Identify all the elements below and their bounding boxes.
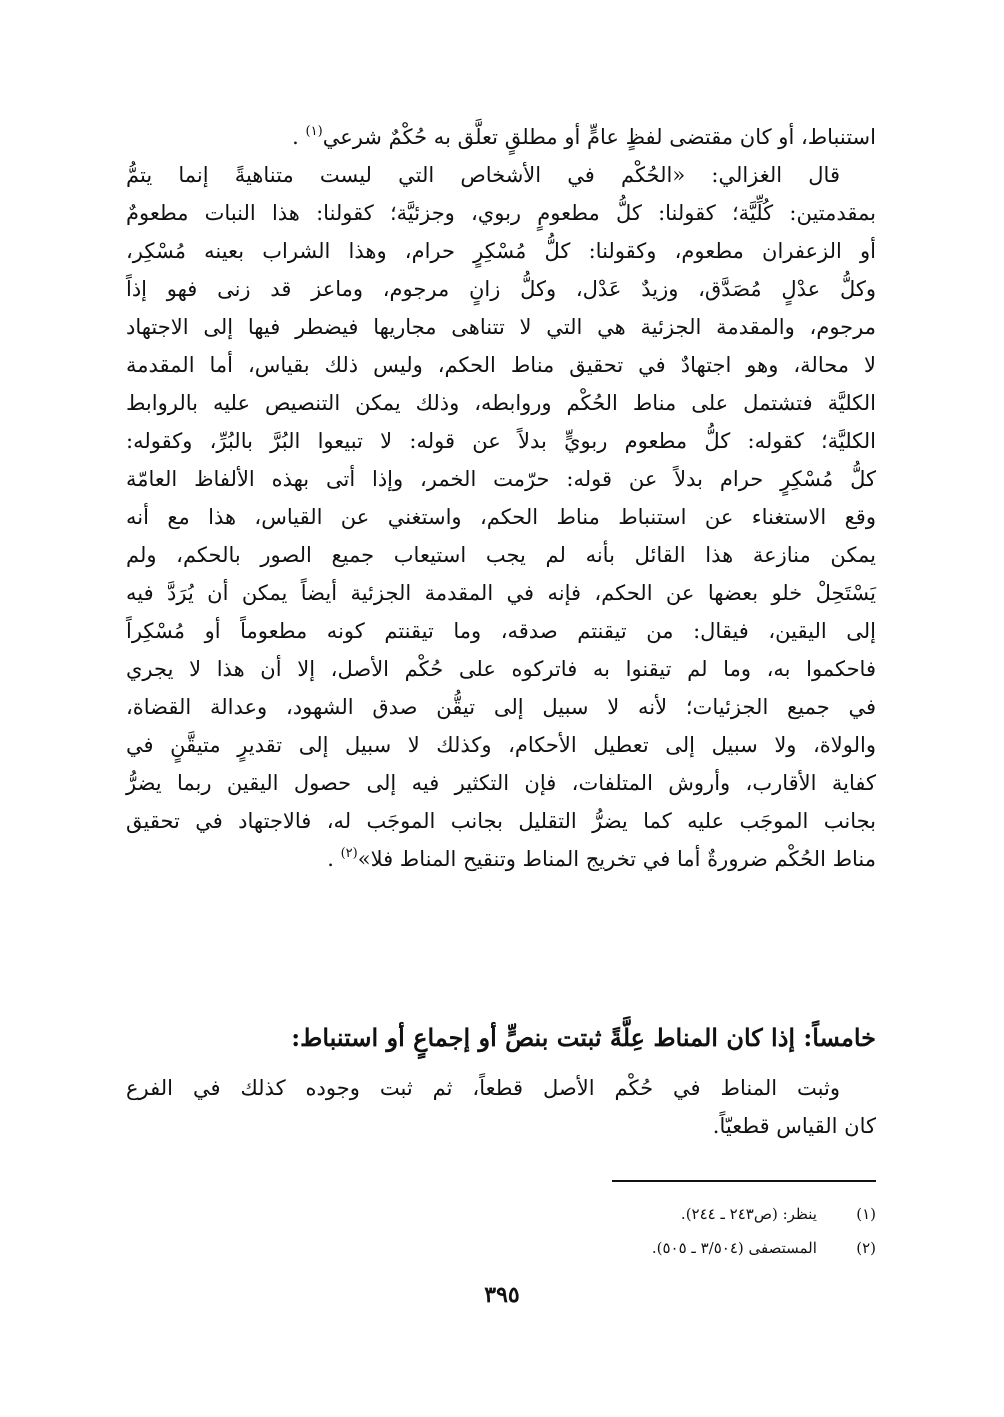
footnote-separator	[612, 1180, 876, 1182]
body-line: مرجوم، والمقدمة الجزئية هي التي لا تتناهى مجاريها فيضطر فيها إلى الاجتهاد	[126, 315, 876, 339]
body-line: وكلُّ عدْلٍ مُصَدَّق، وزيدٌ عَدْل، وكلُّ زانٍ مرجوم، وماعز قد زنى فهو إذاً	[126, 277, 876, 301]
footnote-number: (١)	[856, 1205, 876, 1223]
body-line: فاحكموا به، وما لم تيقنوا به فاتركوه على حُكْم الأصل، إلا أن هذا لا يجري	[126, 657, 876, 681]
body-line: مناط الحُكْم ضرورةٌ أما في تخريج المناط وتنقيح المناط فلا»$^{(٢)}$ .	[327, 846, 876, 871]
footnote-number: (٢)	[856, 1239, 876, 1257]
body-line: والولاة، ولا سبيل إلى تعطيل الأحكام، وكذلك لا سبيل إلى تقديرٍ متيقَّنٍ في	[126, 733, 876, 757]
body-line: الكليَّة؛ كقوله: كلُّ مطعوم ربويٍّ بدلاً عن قوله: لا تبيعوا البُرَّ بالبُرِّ، وكقوله:	[126, 429, 876, 453]
body-line: وقع الاستغناء عن استنباط مناط الحكم، واستغني عن القياس، هذا مع أنه	[126, 505, 876, 529]
section-heading: خامساً: إذا كان المناط عِلَّةً ثبتت بنصٍّ أو إجماعٍ أو استنباط:	[291, 1023, 876, 1052]
body-line: كفاية الأقارب، وأروش المتلفات، فإن التكثير فيه إلى حصول اليقين ربما يضرُّ	[126, 771, 876, 795]
body-line: استنباط، أو كان مقتضى لفظٍ عامٍّ أو مطلقٍ تعلَّق به حُكْمٌ شرعي$^{(١)}$ .	[292, 124, 876, 149]
body-line: الكليَّة فتشتمل على مناط الحُكْم وروابطه، وذلك يمكن التنصيص عليه بالروابط	[126, 391, 876, 415]
section-paragraph	[126, 1069, 876, 1145]
main-paragraphs	[126, 118, 876, 878]
footnote-ref[interactable]: (٢)	[340, 846, 358, 861]
body-line: بجانب الموجَب عليه كما يضرُّ التقليل بجانب الموجَب له، فالاجتهاد في تحقيق	[126, 809, 876, 833]
footnotes	[126, 1197, 876, 1265]
body-line: يَسْتَحِلْ خلو بعضها عن الحكم، فإنه في المقدمة الجزئية أيضاً يمكن أن يُرَدَّ فيه	[126, 581, 876, 605]
body-line: إلى اليقين، فيقال: من تيقنتم صدقه، وما تيقنتم كونه مطعوماً أو مُسْكِراً	[126, 619, 876, 643]
page-number: ٣٩٥	[484, 1282, 520, 1308]
body-line: لا محالة، وهو اجتهادٌ في تحقيق مناط الحكم، وليس ذلك بقياس، أما المقدمة	[126, 353, 876, 377]
body-line: في جميع الجزئيات؛ لأنه لا سبيل إلى تيقُّن صدق الشهود، وعدالة القضاة،	[126, 695, 876, 719]
body-line: كلُّ مُسْكِرٍ حرام بدلاً عن قوله: حرّمت الخمر، وإذا أتى بهذه الألفاظ العامّة	[126, 467, 876, 491]
body-line: وثبت المناط في حُكْم الأصل قطعاً، ثم ثبت وجوده كذلك في الفرع	[126, 1076, 840, 1100]
footnote-text: المستصفى (٣/٥٠٤ ـ ٥٠٥).	[651, 1239, 817, 1257]
body-line: قال الغزالي: «الحُكْم في الأشخاص التي ليست متناهيةً إنما يتمُّ	[126, 163, 840, 187]
footnote	[126, 1231, 876, 1265]
body-line: بمقدمتين: كُلِّيَّة؛ كقولنا: كلُّ مطعومٍ ربوي، وجزئيَّة؛ كقولنا: هذا النبات مطعومٌ	[126, 201, 876, 225]
footnote	[126, 1197, 876, 1231]
footnote-text: ينظر: (ص٢٤٣ ـ ٢٤٤).	[680, 1205, 817, 1223]
body-line: يمكن منازعة هذا القائل بأنه لم يجب استيعاب جميع الصور بالحكم، ولم	[126, 543, 876, 567]
footnote-ref[interactable]: (١)	[305, 124, 323, 139]
body-line: كان القياس قطعيّاً.	[712, 1114, 876, 1138]
body-line: أو الزعفران مطعوم، وكقولنا: كلُّ مُسْكِرٍ حرام، وهذا الشراب بعينه مُسْكِر،	[126, 239, 876, 263]
